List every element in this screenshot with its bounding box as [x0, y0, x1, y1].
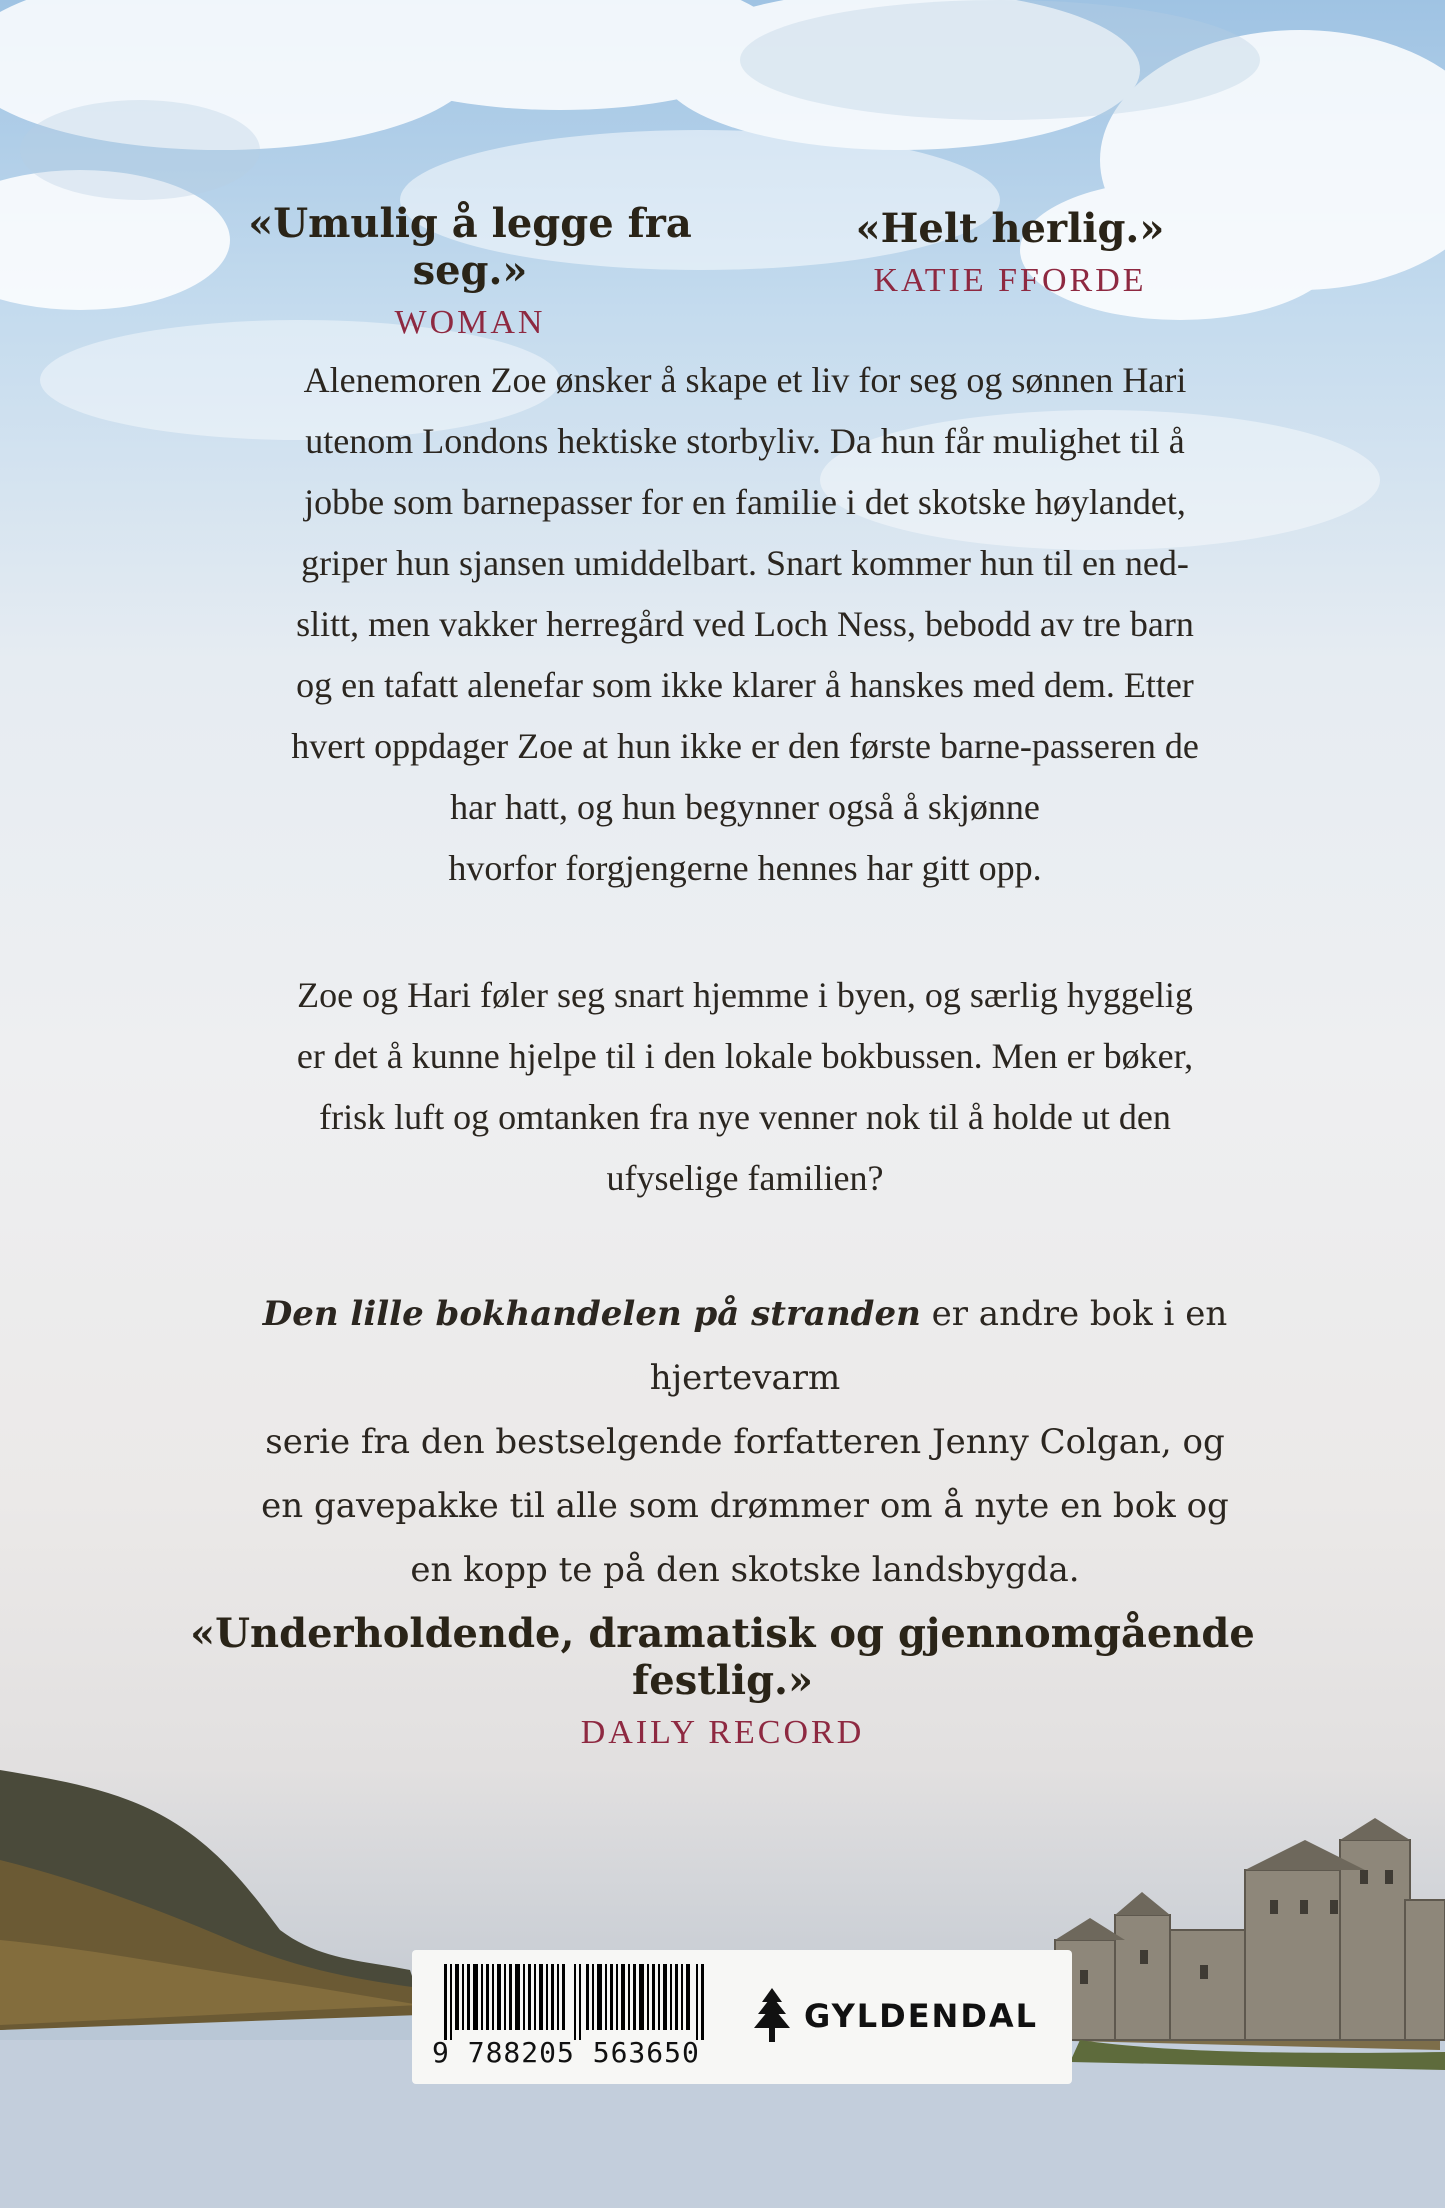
blurb-paragraph-2 [170, 965, 1320, 1209]
blurb-line: slitt, men vakker herregård ved Loch Ness, bebodd av tre barn [296, 604, 1194, 644]
quote-katie-fforde [800, 205, 1220, 300]
quote-woman [220, 200, 720, 342]
blurb-line: og en tafatt alenefar som ikke klarer å hanskes med dem. Etter [296, 665, 1194, 705]
quote-source: WOMAN [394, 304, 546, 341]
blurb-paragraph-1 [170, 350, 1320, 899]
blurb-line: hvert oppdager Zoe at hun ikke er den første barne-passeren de [291, 726, 1199, 766]
blurb-line [170, 1282, 1320, 1410]
blurb-line: Alenemoren Zoe ønsker å skape et liv for seg og sønnen Hari [303, 360, 1187, 400]
blurb-paragraph-3 [170, 1282, 1320, 1602]
quote-source: DAILY RECORD [580, 1714, 865, 1751]
blurb-line-rest: er andre bok i en hjertevarm [649, 1294, 1228, 1398]
publisher-logo [752, 1986, 1038, 2046]
blurb-line: Zoe og Hari føler seg snart hjemme i byen, og særlig hyggelig [297, 975, 1193, 1015]
tree-logo-icon [752, 1988, 792, 2044]
blurb-line: en gavepakke til alle som drømmer om å nyte en bok og [261, 1486, 1229, 1526]
blurb-line: hvorfor forgjengerne hennes har gitt opp. [448, 848, 1042, 888]
blurb-line: har hatt, og hun begynner også å skjønne [450, 787, 1040, 827]
blurb-line: ufyselige familien? [606, 1158, 884, 1198]
barcode-label [412, 1950, 1072, 2084]
blurb-line: serie fra den bestselgende forfatteren Jenny Colgan, og [265, 1422, 1225, 1462]
quote-text: «Umulig å legge fra seg.» [248, 200, 692, 294]
blurb-line: en kopp te på den skotske landsbygda. [410, 1550, 1080, 1590]
quote-text: «Underholdende, dramatisk og gjennomgående festlig.» [190, 1610, 1255, 1704]
barcode-icon [434, 1964, 724, 2040]
isbn-number: 9 788205 563650 [432, 2036, 700, 2069]
publisher-name: GYLDENDAL [804, 1997, 1039, 2035]
quote-daily-record [140, 1610, 1305, 1752]
blurb-line: frisk luft og omtanken fra nye venner nok til å holde ut den [319, 1097, 1171, 1137]
blurb-line: griper hun sjansen umiddelbart. Snart kommer hun til en ned- [301, 543, 1189, 583]
quote-text: «Helt herlig.» [855, 205, 1165, 252]
quote-source: KATIE FFORDE [873, 262, 1147, 299]
blurb-line: er det å kunne hjelpe til i den lokale bokbussen. Men er bøker, [296, 1036, 1194, 1076]
blurb-line: utenom Londons hektiske storbyliv. Da hun får mulighet til å [305, 421, 1185, 461]
series-book-title: Den lille bokhandelen på stranden [262, 1294, 921, 1334]
blurb-line: jobbe som barnepasser for en familie i det skotske høylandet, [304, 482, 1186, 522]
